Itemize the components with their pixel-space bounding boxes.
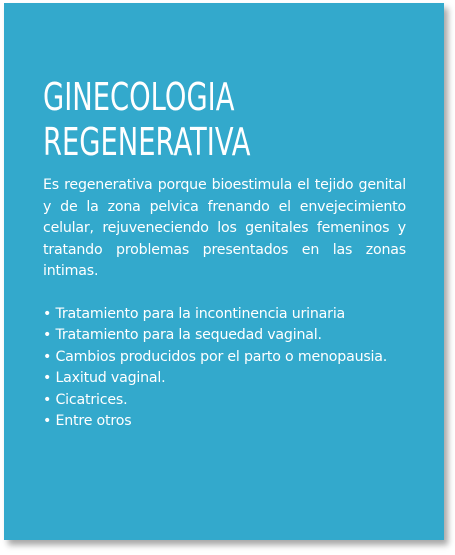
list-item: • Cicatrices. xyxy=(43,391,128,408)
title-line-2: REGENERATIVA xyxy=(43,120,251,164)
info-card xyxy=(4,3,444,540)
treatment-list xyxy=(43,304,406,433)
card-title xyxy=(43,75,403,165)
list-item: • Laxitud vaginal. xyxy=(43,370,166,386)
list-item: • Tratamiento para la incontinencia urinaria xyxy=(43,305,346,322)
title-line-1: GINECOLOGIA xyxy=(43,75,235,119)
list-item: • Tratamiento para la sequedad vaginal. xyxy=(43,327,322,343)
list-item: • Entre otros xyxy=(43,413,132,429)
description-paragraph: Es regenerativa porque bioestimula el tejido genital y de la zona pelvica frenando el envejecimiento celular, rejuveneciendo los genitales femeninos y tratando problemas presentados en las zonas intimas. xyxy=(43,177,406,279)
list-item: • Cambios producidos por el parto o menopausia. xyxy=(43,348,388,365)
